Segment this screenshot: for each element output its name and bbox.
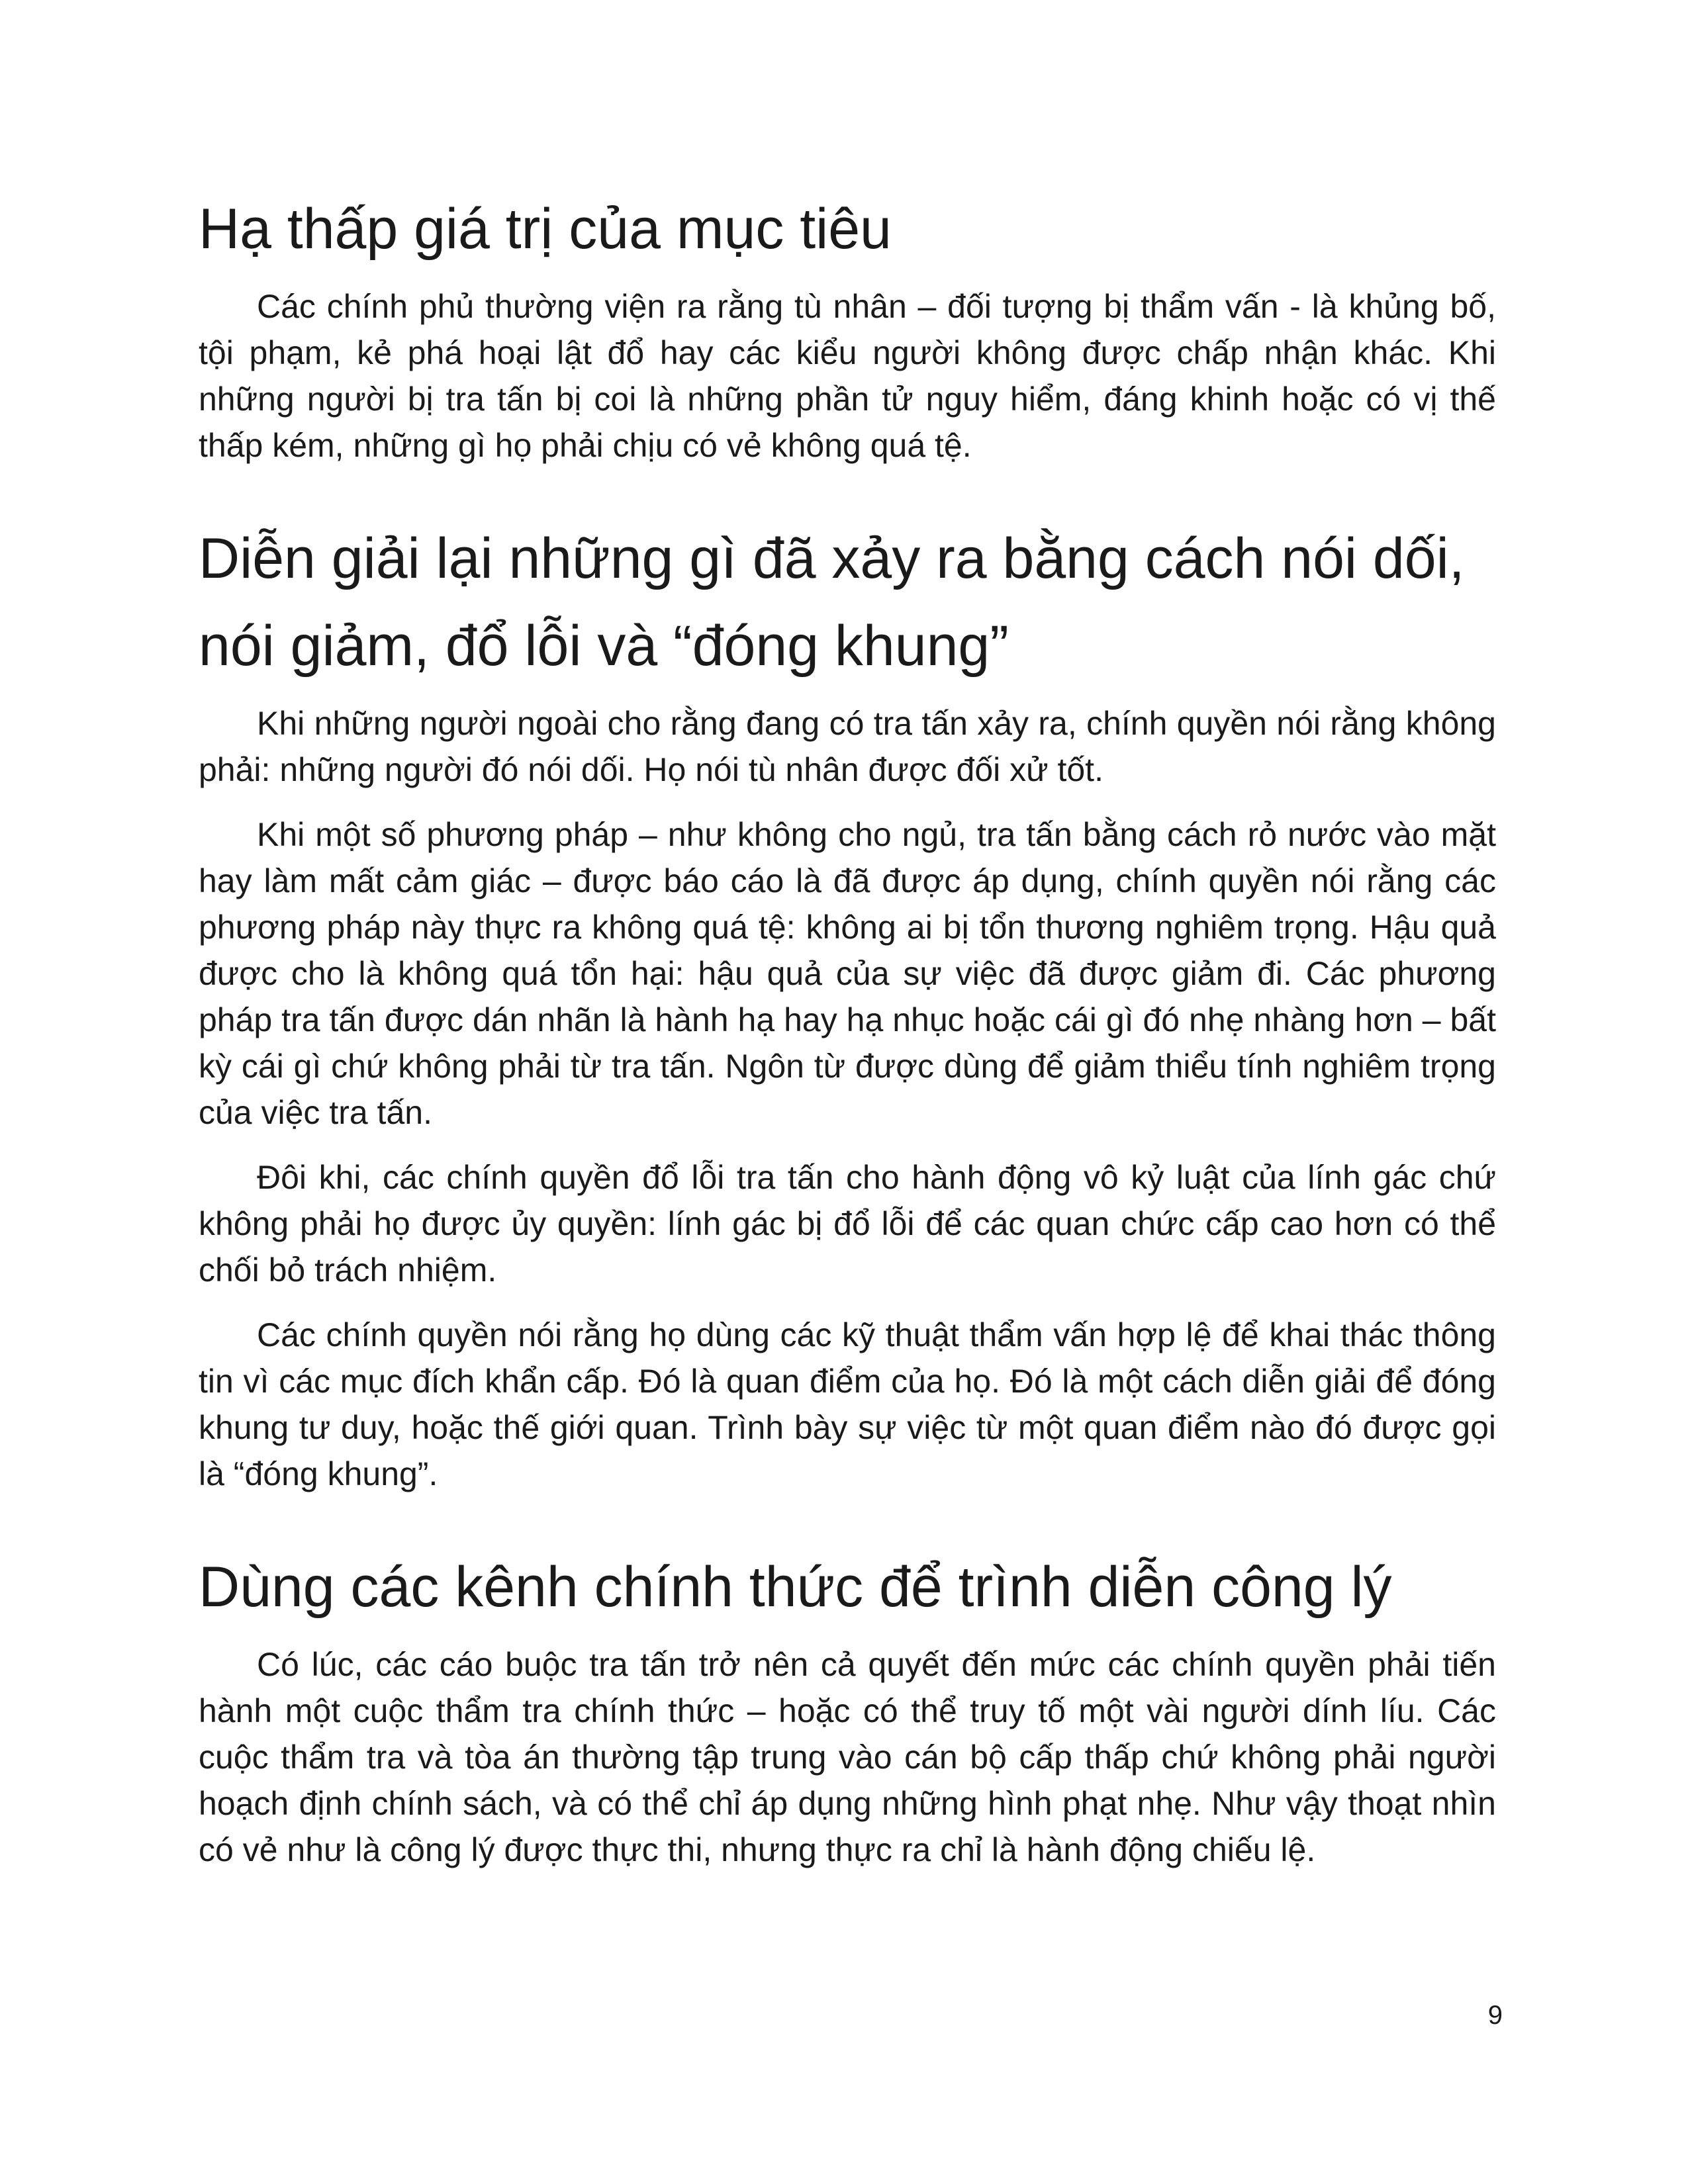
section-heading: Hạ thấp giá trị của mục tiêu — [199, 197, 892, 261]
section-heading: Dùng các kênh chính thức để trình diễn công lý — [199, 1555, 1392, 1619]
paragraph: Các chính quyền nói rằng họ dùng các kỹ thuật thẩm vấn hợp lệ để khai thác thông tin vì các mục đích khẩn cấp. Đó là quan điểm của họ. Đó là một cách diễn giải để đóng khung tư duy, hoặc thế giới quan. Trình bày sự việc từ một quan điểm nào đó được gọi là “đóng khung”. — [199, 1316, 1496, 1492]
paragraph: Các chính phủ thường viện ra rằng tù nhân – đối tượng bị thẩm vấn - là khủng bố, tội phạm, kẻ phá hoại lật đổ hay các kiểu người không được chấp nhận khác. Khi những người bị tra tấn bị coi là những phần tử nguy hiểm, đáng khinh hoặc có vị thế thấp kém, những gì họ phải chịu có vẻ không quá tệ. — [199, 288, 1496, 464]
document-page — [199, 185, 1496, 1873]
section-heading: Diễn giải lại những gì đã xảy ra bằng cách nói dối, nói giảm, đổ lỗi và “đóng khung” — [199, 527, 1465, 678]
section-devalue-target — [199, 185, 1496, 469]
paragraph: Khi một số phương pháp – như không cho ngủ, tra tấn bằng cách rỏ nước vào mặt hay làm mất cảm giác – được báo cáo là đã được áp dụng, chính quyền nói rằng các phương pháp này thực ra không quá tệ: không ai bị tổn thương nghiêm trọng. Hậu quả được cho là không quá tổn hại: hậu quả của sự việc đã được giảm đi. Các phương pháp tra tấn được dán nhãn là hành hạ hay hạ nhục hoặc cái gì đó nhẹ nhàng hơn – bất kỳ cái gì chứ không phải từ tra tấn. Ngôn từ được dùng để giảm thiểu tính nghiêm trọng của việc tra tấn. — [199, 816, 1496, 1131]
section-official-channels — [199, 1543, 1496, 1873]
paragraph: Đôi khi, các chính quyền đổ lỗi tra tấn cho hành động vô kỷ luật của lính gác chứ không phải họ được ủy quyền: lính gác bị đổ lỗi để các quan chức cấp cao hơn có thể chối bỏ trách nhiệm. — [199, 1159, 1496, 1289]
section-reinterpret-events — [199, 515, 1496, 1497]
paragraph: Có lúc, các cáo buộc tra tấn trở nên cả quyết đến mức các chính quyền phải tiến hành một cuộc thẩm tra chính thức – hoặc có thể truy tố một vài người dính líu. Các cuộc thẩm tra và tòa án thường tập trung vào cán bộ cấp thấp chứ không phải người hoạch định chính sách, và có thể chỉ áp dụng những hình phạt nhẹ. Như vậy thoạt nhìn có vẻ như là công lý được thực thi, nhưng thực ra chỉ là hành động chiếu lệ. — [199, 1646, 1496, 1868]
paragraph: Khi những người ngoài cho rằng đang có tra tấn xảy ra, chính quyền nói rằng không phải: những người đó nói dối. Họ nói tù nhân được đối xử tốt. — [199, 705, 1496, 788]
page-number: 9 — [1487, 2001, 1503, 2030]
